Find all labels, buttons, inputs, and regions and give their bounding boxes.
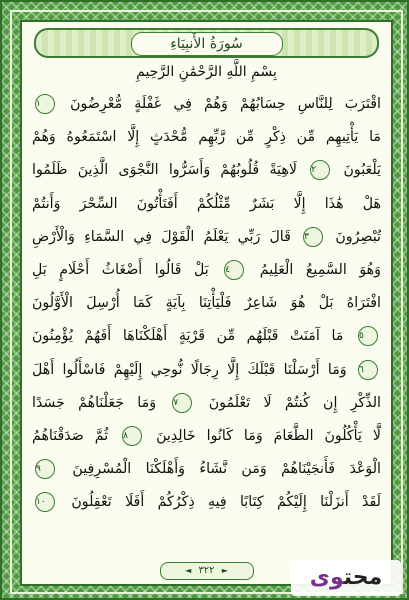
verse-text: هَلْ هَٰذَا إِلَّا بَشَرٌ مِّثْلُكُمْ أَفَتَأْتُونَ السِّحْرَ وَأَنتُمْ bbox=[32, 195, 381, 212]
verse-line bbox=[32, 88, 381, 121]
surah-header-band bbox=[34, 28, 379, 58]
verse-text: اقْتَرَبَ لِلنَّاسِ حِسَابُهُمْ وَهُمْ فِي غَفْلَةٍ مُّعْرِضُونَ bbox=[70, 96, 381, 112]
verse-text: الْوَعْدَ فَأَنجَيْنَاهُمْ وَمَن نَّشَاءُ وَأَهْلَكْنَا الْمُسْرِفِينَ bbox=[72, 461, 381, 478]
ayah-number-marker: ٧ bbox=[172, 393, 192, 413]
logo-text-part2: وى bbox=[309, 565, 344, 590]
verse-text: قَالَ رَبِّي يَعْلَمُ الْقَوْلَ فِي السَّمَاءِ وَالْأَرْضِ bbox=[32, 228, 291, 245]
verse-text: يَلْعَبُونَ bbox=[343, 162, 381, 179]
verse-text: لَّا يَأْكُلُونَ الطَّعَامَ وَمَا كَانُوا خَالِدِينَ bbox=[156, 427, 381, 444]
surah-title: سُورَةُ الأَنبِيَاءِ bbox=[131, 32, 283, 56]
ayah-number-marker: ٨ bbox=[122, 426, 142, 446]
next-page-arrow-icon[interactable]: ► bbox=[221, 566, 228, 575]
page-number-footer bbox=[160, 562, 254, 580]
verse-text: مَا يَأْتِيهِم مِّن ذِكْرٍ مِّن رَّبِّهِم مُّحْدَثٍ إِلَّا اسْتَمَعُوهُ وَهُمْ bbox=[32, 129, 381, 146]
verse-line bbox=[32, 387, 381, 420]
verse-text: بَلْ قَالُوا أَضْغَاثُ أَحْلَامٍ بَلِ bbox=[32, 261, 209, 278]
verse-text: افْتَرَاهُ بَلْ هُوَ شَاعِرٌ فَلْيَأْتِنَا بِآيَةٍ كَمَا أُرْسِلَ الْأَوَّلُونَ bbox=[32, 295, 381, 312]
verse-line bbox=[32, 221, 381, 254]
verse-line bbox=[32, 420, 381, 453]
prev-page-arrow-icon[interactable]: ◄ bbox=[185, 566, 192, 575]
verse-line bbox=[32, 287, 381, 320]
verse-line bbox=[32, 453, 381, 486]
verse-lines bbox=[32, 88, 381, 519]
verse-line bbox=[32, 254, 381, 287]
ayah-number-marker: ٦ bbox=[358, 360, 378, 380]
logo-text-part1: محت bbox=[343, 565, 383, 590]
verse-line bbox=[32, 121, 381, 154]
verse-text: لَاهِيَةً قُلُوبُهُمْ وَأَسَرُّوا النَّجْوَى الَّذِينَ ظَلَمُوا bbox=[32, 162, 297, 179]
ayah-number-marker: ٣ bbox=[303, 227, 323, 247]
page-number: ٣٢٢ bbox=[198, 565, 215, 576]
verse-text: الذِّكْرِ إِن كُنتُمْ لَا تَعْلَمُونَ bbox=[208, 394, 381, 411]
verse-text: تُبْصِرُونَ bbox=[335, 228, 381, 245]
verse-text: وَمَا جَعَلْنَاهُمْ جَسَدًا bbox=[32, 394, 157, 411]
ayah-number-marker: ٩ bbox=[35, 459, 55, 479]
verse-text: ثُمَّ صَدَقْنَاهُمُ bbox=[32, 427, 109, 444]
ayah-number-marker: ٢ bbox=[310, 160, 330, 180]
verse-line bbox=[32, 154, 381, 187]
verse-line bbox=[32, 486, 381, 519]
verse-text: وَمَا أَرْسَلْنَا قَبْلَكَ إِلَّا رِجَالًا نُّوحِي إِلَيْهِمْ فَاسْأَلُوا أَهْلَ bbox=[32, 361, 347, 378]
site-logo-watermark bbox=[291, 560, 401, 596]
ayah-number-marker: ٥ bbox=[358, 326, 378, 346]
ayah-number-marker: ١ bbox=[35, 94, 55, 114]
verse-line bbox=[32, 354, 381, 387]
verse-text: وَهُوَ السَّمِيعُ الْعَلِيمُ bbox=[259, 261, 381, 278]
ayah-number-marker: ٤ bbox=[224, 260, 244, 280]
verse-text: لَقَدْ أَنزَلْنَا إِلَيْكُمْ كِتَابًا فِيهِ ذِكْرُكُمْ أَفَلَا تَعْقِلُونَ bbox=[71, 494, 381, 511]
mushaf-page bbox=[20, 20, 393, 586]
verse-line bbox=[32, 188, 381, 221]
basmala: بِسْمِ اللَّهِ الرَّحْمَٰنِ الرَّحِيمِ bbox=[136, 64, 277, 80]
verse-text: مَا آمَنَتْ قَبْلَهُم مِّن قَرْيَةٍ أَهْلَكْنَاهَا أَفَهُمْ يُؤْمِنُونَ bbox=[32, 328, 344, 345]
verse-line bbox=[32, 320, 381, 353]
ayah-number-marker: ١٠ bbox=[35, 492, 55, 512]
